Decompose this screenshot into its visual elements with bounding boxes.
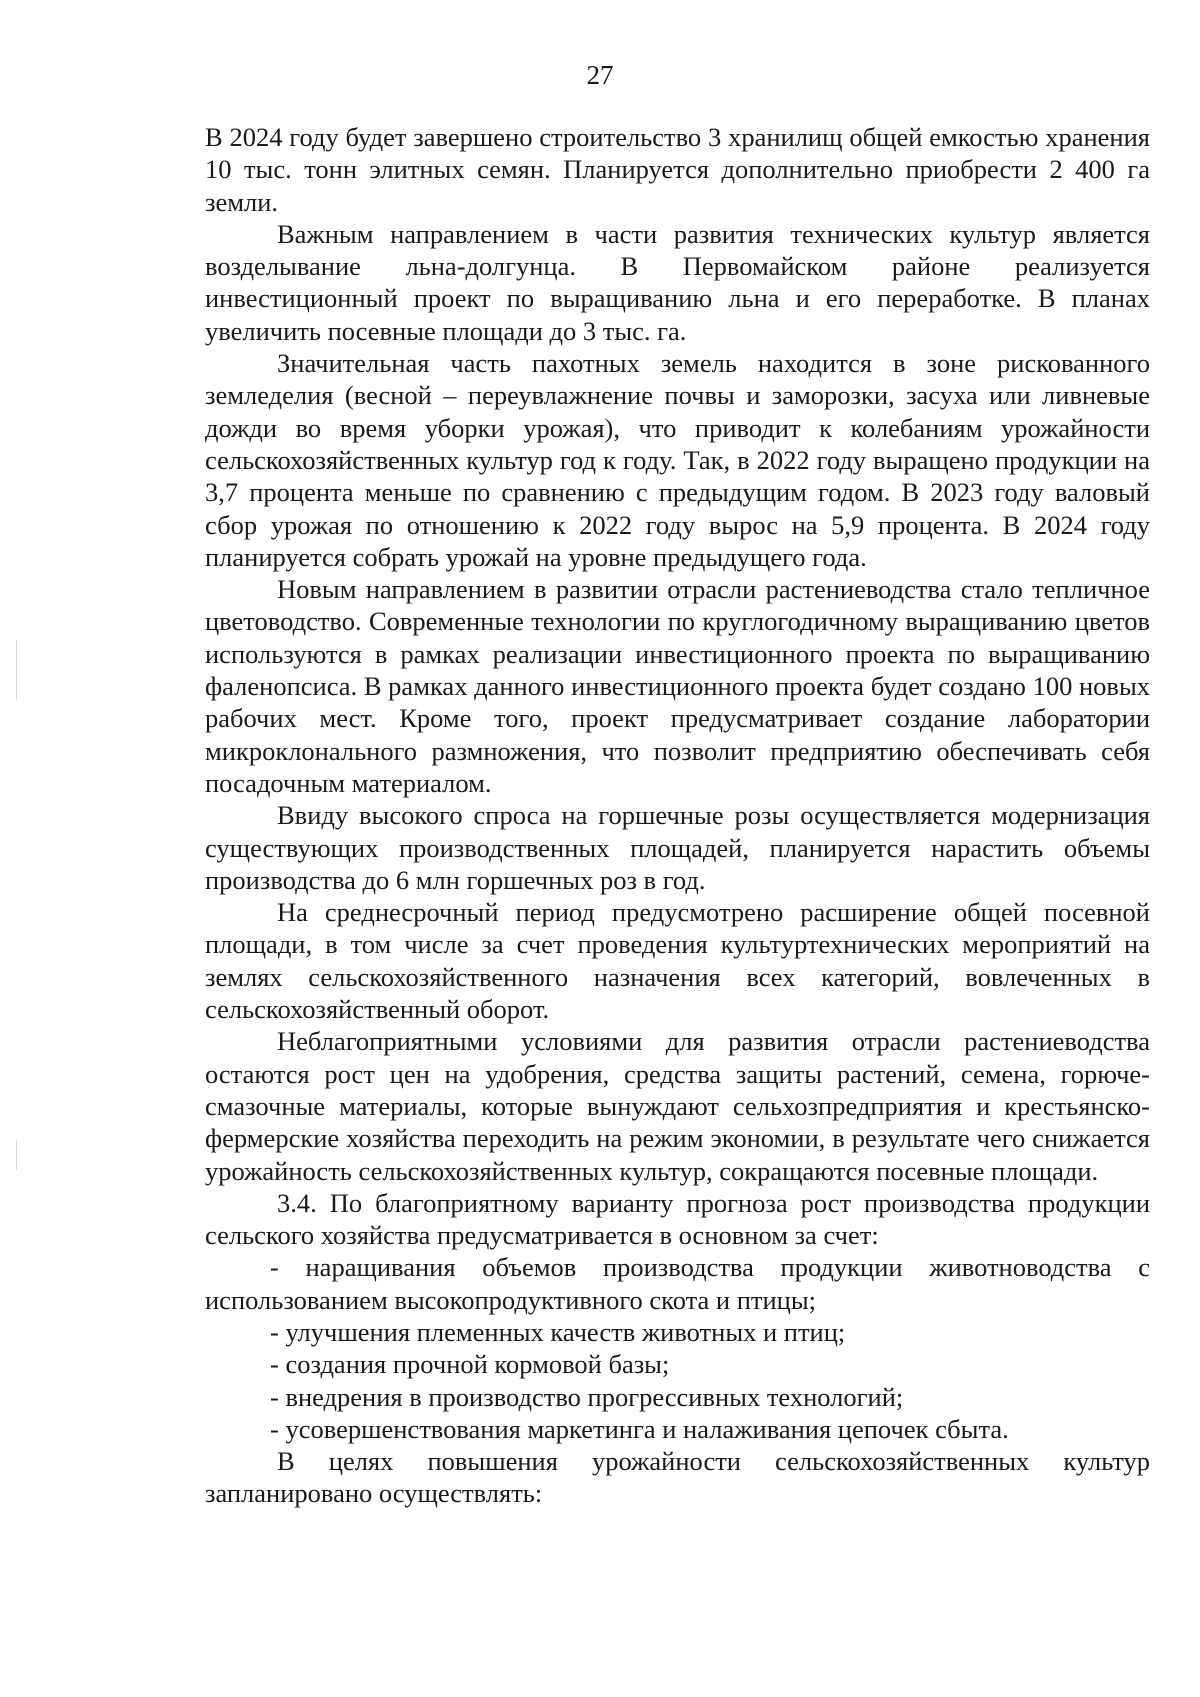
- page-number: 27: [586, 60, 614, 90]
- section-paragraph: 3.4. По благоприятному варианту прогноза рост производства продукции сельского хозяйства предусматривается в основном за счет:: [205, 1187, 1150, 1251]
- paragraph: Ввиду высокого спроса на горшечные розы осуществляется модернизация существующих производственных площадей, планируется нарастить объемы производства до 6 млн горшечных роз в год.: [205, 800, 1150, 895]
- paragraph: Новым направлением в развитии отрасли растениеводства стало тепличное цветоводство. Современные технологии по круглогодичному выращиванию цветов используются в рамках реализации инвестиционного проекта по выращиванию фаленопсиса. В рамках данного инвестиционного проекта будет создано 100 новых рабочих мест. Кроме того, проект предусматривает создание лаборатории микроклонального размножения, что позволит предприятию обеспечивать себя посадочным материалом.: [205, 574, 1150, 798]
- document-body: [205, 121, 1150, 1510]
- list-item: - внедрения в производство прогрессивных технологий;: [270, 1381, 904, 1412]
- paragraph: На среднесрочный период предусмотрено расширение общей посевной площади, в том числе за счет проведения культуртехнических мероприятий на землях сельскохозяйственного назначения всех категорий, вовлеченных в сельскохозяйственный оборот.: [205, 897, 1150, 1025]
- paragraph: Важным направлением в части развития технических культур является возделывание льна-долгунца. В Первомайском районе реализуется инвестиционный проект по выращиванию льна и его переработке. В планах увеличить посевные площади до 3 тыс. га.: [205, 218, 1150, 346]
- list-item: - усовершенствования маркетинга и налаживания цепочек сбыта.: [270, 1413, 1009, 1444]
- paragraph: Неблагоприятными условиями для развития отрасли растениеводства остаются рост цен на удобрения, средства защиты растений, семена, горюче-смазочные материалы, которые вынуждают сельхозпредприятия и крестьянско-фермерские хозяйства переходить на режим экономии, в результате чего снижается урожайность сельскохозяйственных культур, сокращаются посевные площади.: [205, 1026, 1150, 1186]
- closing-paragraph: В целях повышения урожайности сельскохозяйственных культур запланировано осуществлять:: [205, 1446, 1150, 1509]
- paragraph: В 2024 году будет завершено строительство 3 хранилищ общей емкостью хранения 10 тыс. тонн элитных семян. Планируется дополнительно приобрести 2 400 га земли.: [205, 122, 1150, 217]
- paragraph: Значительная часть пахотных земель находится в зоне рискованного земледелия (весной – переувлажнение почвы и заморозки, засуха или ливневые дожди во время уборки урожая), что приводит к колебаниям урожайности сельскохозяйственных культур год к году. Так, в 2022 году выращено продукции на 3,7 процента меньше по сравнению с предыдущим годом. В 2023 году валовый сбор урожая по отношению к 2022 году вырос на 5,9 процента. В 2024 году планируется собрать урожай на уровне предыдущего года.: [205, 348, 1150, 572]
- list-item: - создания прочной кормовой базы;: [270, 1349, 670, 1380]
- list-item: - наращивания объемов производства продукции животноводства с использованием высокопродуктивного скота и птицы;: [205, 1252, 1150, 1315]
- scan-edge-mark: [16, 640, 17, 700]
- list-item: - улучшения племенных качеств животных и птиц;: [270, 1316, 846, 1347]
- scan-edge-mark: [16, 1140, 17, 1170]
